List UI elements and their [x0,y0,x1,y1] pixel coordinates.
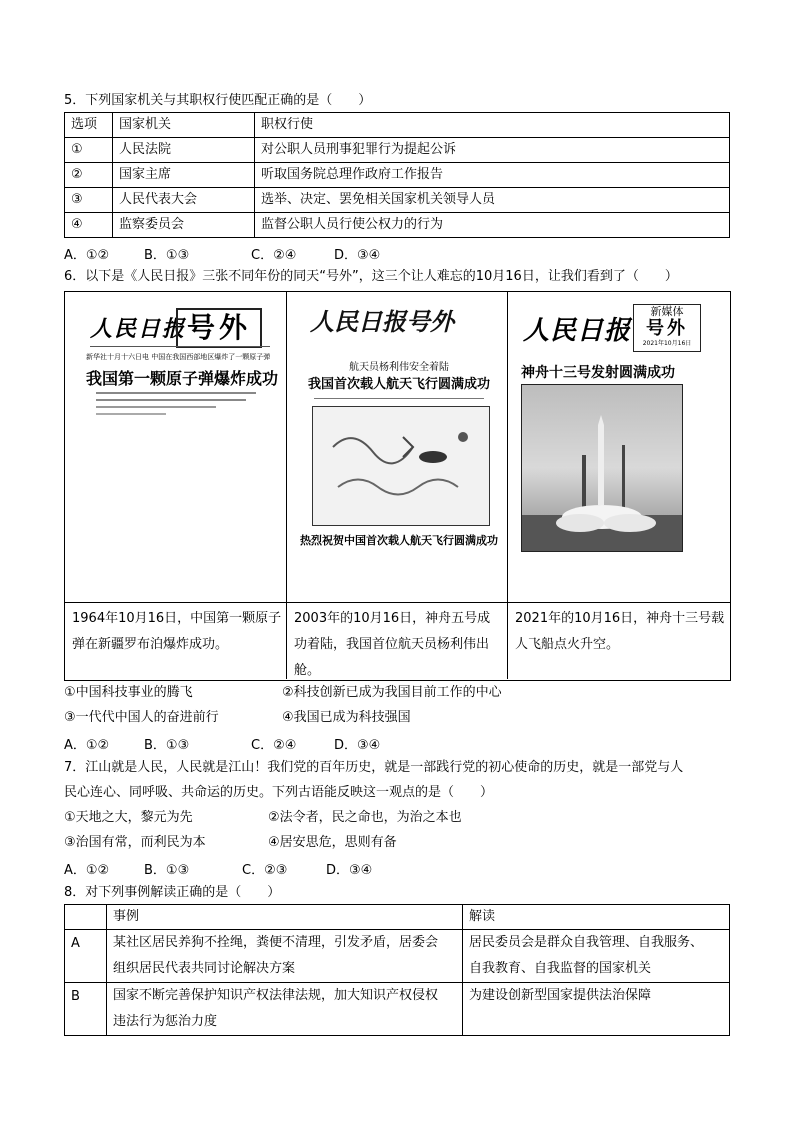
table-header-cell: 职权行使 [255,113,730,138]
option-c[interactable]: C．②④ [251,738,297,753]
option-b[interactable]: B．①③ [144,248,190,263]
reading-text-line: 居民委员会是群众自我管理、自我服务、 [469,935,704,950]
q6-options [64,734,380,753]
table-row [65,213,730,238]
table-header-row [65,113,730,138]
newspaper-photo [312,406,490,526]
table-cell: 对公职人员刑事犯罪行为提起公诉 [255,138,730,163]
table-cell: 听取国务院总理作政府工作报告 [255,163,730,188]
reading-text-line: 自我教育、自我监督的国家机关 [469,961,652,976]
q8-stem: 8．对下列事例解读正确的是（ ） [64,885,281,900]
reading-text-line: 为建设创新型国家提供法治保障 [469,988,652,1003]
option-b[interactable]: B．①③ [144,863,190,878]
table-header-cell: 选项 [65,113,113,138]
table-cell: 监察委员会 [113,213,255,238]
table-row [65,163,730,188]
table-cell: B [65,983,107,1036]
table-cell [463,983,730,1036]
q5-options [64,244,380,263]
newspaper-bottom-banner: 热烈祝贺中国首次载人航天飞行圆满成功 [300,534,498,547]
option-b[interactable]: B．①③ [144,738,190,753]
caption-2021: 2021年的10月16日，神舟十三号载人飞船点火升空。 [515,611,725,652]
case-text-line: 违法行为惩治力度 [113,1014,218,1029]
newspaper-2021 [515,302,725,592]
figure-divider [507,292,508,679]
table-header-cell: 解读 [463,905,730,930]
case-text-line: 组织居民代表共同讨论解决方案 [113,961,296,976]
caption-2003: 2003年的10月16日，神舟五号成功着陆，我国首位航天员杨利伟出舱。 [294,611,491,678]
q6-choice-4: ④我国已成为科技强国 [282,710,411,725]
photo-image [313,407,489,525]
newspaper-masthead: 人民日报 [90,316,187,342]
table-row [65,138,730,163]
table-cell: ③ [65,188,113,213]
option-d[interactable]: D．③④ [334,738,381,753]
option-a[interactable]: A．①② [64,248,110,263]
q6-choice-1: ①中国科技事业的腾飞 [64,685,193,700]
table-row [65,983,730,1036]
table-cell [463,930,730,983]
q7-stem-line1: 7．江山就是人民，人民就是江山！我们党的百年历史，就是一部践行党的初心使命的历史，就是一部党与人 [64,760,684,775]
table-cell: 监督公职人员行使公权力的行为 [255,213,730,238]
q5-table [64,112,730,238]
table-cell: 国家主席 [113,163,255,188]
table-cell: ① [65,138,113,163]
table-cell: 人民代表大会 [113,188,255,213]
table-cell: ④ [65,213,113,238]
table-header-cell: 国家机关 [113,113,255,138]
newspaper-masthead: 人民日报 [523,316,632,346]
table-cell: 选举、决定、罢免相关国家机关领导人员 [255,188,730,213]
rule [90,346,270,347]
q7-stem-line2: 民心连心、同呼吸、共命运的历史。下列古语能反映这一观点的是（ ） [64,785,494,800]
table-cell: ② [65,163,113,188]
q6-choice-3: ③一代代中国人的奋进前行 [64,710,219,725]
newspaper-subheading: 航天员杨利伟安全着陆 [349,362,449,373]
option-d[interactable]: D．③④ [326,863,373,878]
q5-stem: 5．下列国家机关与其职权行使匹配正确的是（ ） [64,93,372,108]
case-text-line: 某社区居民养狗不拴绳，粪便不清理，引发矛盾，居委会 [113,935,439,950]
option-a[interactable]: A．①② [64,738,110,753]
option-d[interactable]: D．③④ [334,248,381,263]
newspaper-headline: 我国首次载人航天飞行圆满成功 [307,377,490,392]
extra-edition-label: 号外 [646,318,688,339]
table-cell [107,983,463,1036]
table-row [65,188,730,213]
table-cell: 人民法院 [113,138,255,163]
newspaper-1964 [80,302,280,592]
newspaper-2003 [300,302,498,592]
extra-edition-tag [633,304,701,352]
q7-choice-2: ②法令者，民之命也，为治之本也 [268,810,462,825]
newspaper-masthead: 人民日报号外 [310,307,454,336]
rule [314,398,484,399]
figure-divider [64,602,730,603]
newspaper-headline: 神舟十三号发射圆满成功 [521,365,675,381]
table-cell: A [65,930,107,983]
q8-table [64,904,730,1036]
table-header-cell: 事例 [107,905,463,930]
table-row [65,930,730,983]
new-media-label: 新媒体 [650,305,684,318]
text-line [96,413,166,415]
extra-edition-tag: 号外 [176,308,262,348]
caption-1964: 1964年10月16日，中国第一颗原子弹在新疆罗布泊爆炸成功。 [72,611,282,652]
table-header-row [65,905,730,930]
case-text-line: 国家不断完善保护知识产权法律法规，加大知识产权侵权 [113,988,439,1003]
newspaper-date: 2021年10月16日 [642,340,692,347]
q7-choice-3: ③治国有常，而利民为本 [64,835,206,850]
rocket-launch-image [522,385,682,551]
q6-choice-2: ②科技创新已成为我国目前工作的中心 [282,685,502,700]
text-line [96,399,246,401]
option-c[interactable]: C．②④ [251,248,297,263]
text-line [96,406,216,408]
newspaper-headline: 我国第一颗原子弹爆炸成功 [86,369,279,388]
newspaper-subheading: 新华社十月十六日电 中国在我国西部地区爆炸了一颗原子弹 [86,353,271,361]
text-line [96,392,256,394]
option-c[interactable]: C．②③ [242,863,288,878]
newspaper-photo [521,384,683,552]
q7-choice-1: ①天地之大，黎元为先 [64,810,193,825]
q7-options [64,859,372,878]
table-header-cell [65,905,107,930]
figure-divider [286,292,287,679]
q7-choice-4: ④居安思危，思则有备 [268,835,397,850]
table-cell [107,930,463,983]
option-a[interactable]: A．①② [64,863,110,878]
q6-stem: 6．以下是《人民日报》三张不同年份的同天“号外”，这三个让人难忘的10月16日，让我们看到了（ ） [64,269,678,284]
